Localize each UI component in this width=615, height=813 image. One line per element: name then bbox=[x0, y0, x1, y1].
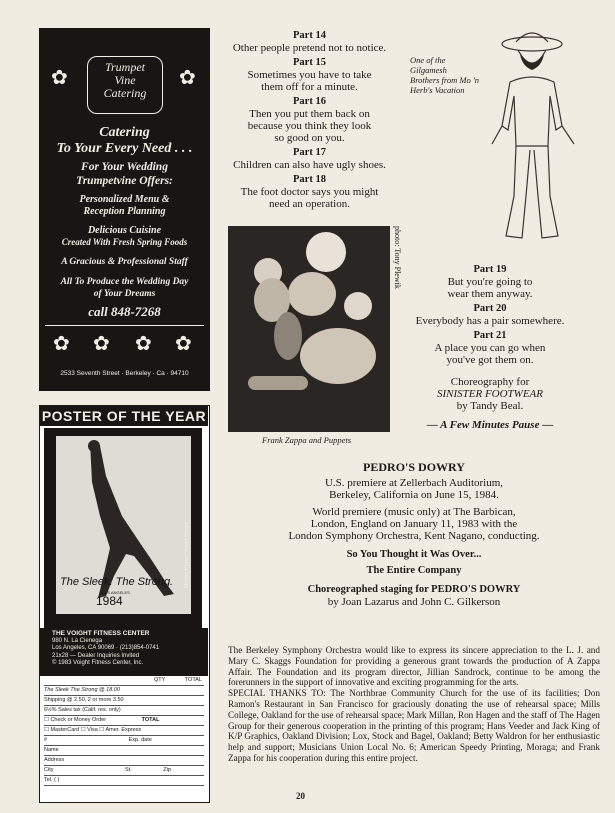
premiere-line: Berkeley, California on June 15, 1984. bbox=[329, 489, 499, 501]
part-title: Part 18 bbox=[293, 174, 326, 185]
part-title: Part 21 bbox=[473, 330, 507, 341]
company-name: THE VOIGHT FITNESS CENTER bbox=[52, 630, 150, 637]
divider bbox=[45, 325, 204, 326]
check-option[interactable]: ☐ Check or Money Order bbox=[44, 717, 107, 723]
logo-line: Trumpet bbox=[104, 60, 145, 74]
part-line: Sometimes you have to take bbox=[247, 69, 372, 81]
exp-date-label: Exp. date bbox=[128, 737, 152, 743]
col-qty: QTY bbox=[154, 677, 166, 683]
parts-right bbox=[410, 264, 570, 431]
thanks-paragraph: The Berkeley Symphony Orchestra would like to express its sincere appreciation to the L. J. and Mary C. Skaggs Foundation for providing a generous grant towards the production of A Zappa Affair. The Foundation and its program director, Jillian Sandrock, continue to be among the forerunners in the support of innovative and exciting programming for the arts. bbox=[228, 645, 600, 688]
poster-size: 21x28 — Dealer Inquiries Invited bbox=[52, 652, 140, 659]
catering-line: Reception Planning bbox=[83, 206, 166, 217]
catering-headline: Catering bbox=[99, 125, 150, 140]
col-total: TOTAL bbox=[184, 677, 202, 683]
pause-line: — A Few Minutes Pause — bbox=[426, 419, 554, 431]
city-label: City bbox=[44, 767, 54, 773]
parts-top bbox=[222, 30, 397, 210]
catering-line: A Gracious & Professional Staff bbox=[61, 257, 188, 267]
photo-caption: Frank Zappa and Puppets bbox=[262, 435, 352, 445]
card-number-label: # bbox=[44, 737, 48, 743]
premiere-line: U.S. premiere at Zellerbach Auditorium, bbox=[324, 477, 504, 489]
gilgamesh-illustration bbox=[470, 26, 590, 246]
total-label: TOTAL bbox=[141, 717, 160, 723]
part-line: Then you put them back on bbox=[249, 108, 370, 120]
form-row[interactable]: 6½% Sales tax (Calif. res. only) bbox=[44, 706, 204, 716]
tel-field[interactable]: Tel. ( ) bbox=[44, 776, 204, 786]
part-line: The foot doctor says you might bbox=[240, 186, 379, 198]
poster-year: 1984 bbox=[96, 594, 123, 608]
logo-line: Vine bbox=[114, 73, 136, 87]
part-line: But you're going to bbox=[447, 276, 533, 288]
form-row[interactable]: The Sleek The Strong @ 18.00 bbox=[44, 686, 204, 696]
part-line: so good on you. bbox=[274, 132, 345, 144]
staging-line: Choreographed staging for PEDRO'S DOWRY bbox=[307, 584, 521, 595]
flower-icon: ✿ bbox=[53, 333, 70, 355]
part-line: them off for a minute. bbox=[261, 81, 358, 93]
poster-photo-frame bbox=[44, 428, 202, 628]
catering-line: Personalized Menu & bbox=[79, 194, 170, 205]
caption-line: One of the Gilgamesh bbox=[410, 55, 447, 75]
flower-icon: ✿ bbox=[135, 333, 152, 355]
staging-by: by Joan Lazarus and John C. Gilkerson bbox=[327, 596, 501, 608]
form-row[interactable] bbox=[44, 736, 204, 746]
form-row[interactable]: ☐ MasterCard ☐ Visa ☐ Amer. Express bbox=[44, 726, 204, 736]
poster-copyright: © 1983 Voight Fitness Center, Inc. bbox=[52, 660, 144, 666]
company-address: Los Angeles, CA 90069 · (213)854-0741 bbox=[52, 645, 160, 651]
choreography-line: Choreography for bbox=[450, 376, 530, 388]
company-address: 980 N. La Cienega bbox=[52, 637, 103, 644]
part-line: wear them anyway. bbox=[447, 288, 533, 300]
catering-line: Trumpetvine Offers: bbox=[76, 175, 173, 187]
catering-headline: To Your Every Need . . . bbox=[56, 141, 193, 156]
poster-header: POSTER OF THE YEAR bbox=[41, 408, 207, 424]
part-title: Part 16 bbox=[293, 96, 326, 107]
flower-icon: ✿ bbox=[93, 333, 110, 355]
catering-line: Delicious Cuisine bbox=[87, 225, 162, 236]
poster-event-label: LOS ANGELES bbox=[102, 590, 130, 595]
poster-ad bbox=[39, 405, 210, 803]
poster-model-credit bbox=[184, 576, 194, 588]
part-line: you've got them on. bbox=[446, 354, 534, 366]
part-title: Part 14 bbox=[293, 30, 326, 41]
world-premiere-line: London Symphony Orchestra, Kent Nagano, conducting. bbox=[288, 530, 540, 542]
catering-line: Created With Fresh Spring Foods bbox=[61, 237, 188, 247]
zappa-puppets-photo bbox=[228, 226, 390, 432]
catering-ad bbox=[39, 28, 210, 391]
special-thanks-paragraph: SPECIAL THANKS TO: The Northbrae Community Church for the use of its facilities; Don Ramon's Restaurant in San Francisco for graciously donating the use of rehearsal space; Mills College, Oakland for the use of rehearsal space; Mark Millan, Ron Hagen and the staff of The Hagen Group for their generous cooperation in the printing of this program; Hans Veeder and Jack King of K/P Graphics, Oakland Division; Lox, Stock and Bagel, Oakland; Betty Waldron for her enthusiastic help and support; Musicians Union Local No. 6; American Speedy Printing, Moraga; and Frank Zappa for his cooperation during this entire project. bbox=[228, 688, 600, 763]
poster-company-info bbox=[40, 628, 208, 676]
catering-line: of Your Dreams bbox=[93, 289, 156, 299]
name-field[interactable]: Name bbox=[44, 746, 204, 756]
zappa-photo bbox=[228, 226, 390, 432]
choreography-line: SINISTER FOOTWEAR bbox=[436, 388, 543, 400]
flower-icon: ✿ bbox=[179, 67, 196, 89]
flower-icon: ✿ bbox=[175, 333, 192, 355]
flower-icon: ✿ bbox=[51, 67, 68, 89]
city-field[interactable] bbox=[44, 766, 204, 776]
section-subtitle: The Entire Company bbox=[366, 565, 462, 576]
part-line: because you think they look bbox=[247, 120, 372, 132]
catering-line: For Your Wedding bbox=[81, 161, 168, 173]
world-premiere-line: World premiere (music only) at The Barbican, bbox=[312, 506, 516, 518]
part-title: Part 15 bbox=[293, 57, 326, 68]
catering-phone: call 848-7268 bbox=[88, 304, 161, 319]
part-line: Everybody has a pair somewhere. bbox=[415, 315, 565, 327]
address-field[interactable]: Address bbox=[44, 756, 204, 766]
form-header-row bbox=[44, 676, 204, 686]
part-title: Part 20 bbox=[473, 303, 507, 314]
part-line: A place you can go when bbox=[434, 342, 546, 354]
catering-line: All To Produce the Wedding Day bbox=[60, 277, 189, 287]
form-row[interactable] bbox=[44, 716, 204, 726]
pedro-section bbox=[228, 460, 600, 608]
caption-line: Herb's Vacation bbox=[410, 85, 465, 95]
section-title: PEDRO'S DOWRY bbox=[363, 460, 465, 474]
part-title: Part 19 bbox=[473, 264, 507, 275]
catering-logo bbox=[87, 56, 163, 114]
section-subtitle: So You Thought it Was Over... bbox=[346, 549, 482, 560]
page-number: 20 bbox=[296, 791, 305, 801]
order-form bbox=[44, 676, 204, 786]
catering-address: 2533 Seventh Street · Berkeley · Ca · 94710 bbox=[60, 370, 189, 377]
part-line: Other people pretend not to notice. bbox=[232, 42, 387, 54]
photo-credit: photo: Tony Plewik bbox=[393, 226, 402, 289]
world-premiere-line: London, England on January 11, 1983 with the bbox=[310, 518, 518, 530]
state-label: St. bbox=[125, 767, 132, 773]
acknowledgements bbox=[228, 645, 600, 764]
logo-line: Catering bbox=[103, 86, 147, 100]
caption-line: Brothers from Mo 'n bbox=[410, 75, 479, 85]
part-title: Part 17 bbox=[293, 147, 326, 158]
zip-label: Zip bbox=[163, 767, 171, 773]
part-line: Children can also have ugly shoes. bbox=[233, 159, 386, 171]
poster-caption: The Sleek. The Strong. bbox=[60, 576, 174, 588]
part-line: need an operation. bbox=[269, 198, 350, 210]
choreography-line: by Tandy Beal. bbox=[456, 400, 524, 412]
form-row[interactable]: Shipping @ 2.50, 2 or more 3.50 bbox=[44, 696, 204, 706]
